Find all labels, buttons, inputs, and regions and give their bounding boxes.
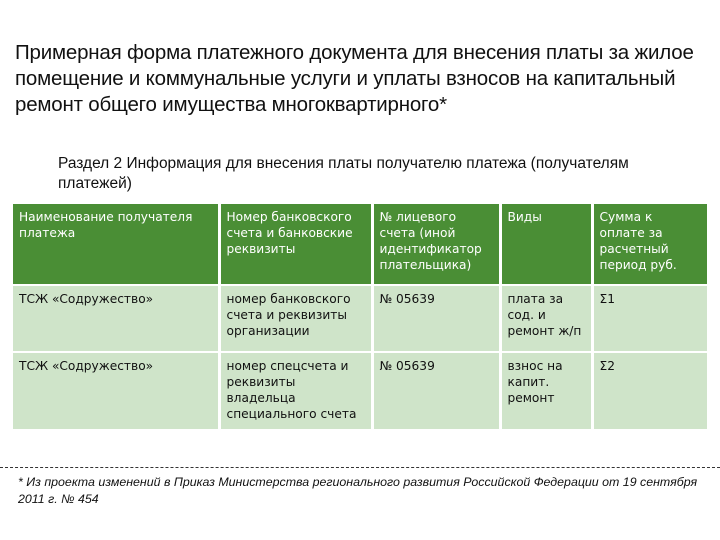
cell-recipient-name: ТСЖ «Содружество» bbox=[13, 352, 219, 429]
section-text: Информация для внесения платы получателю платежа (получателям платежей) bbox=[58, 155, 629, 192]
cell-bank-account: номер спецсчета и реквизиты владельца специального счета bbox=[219, 352, 372, 429]
cell-personal-account: № 05639 bbox=[372, 352, 500, 429]
payment-info-table bbox=[13, 202, 707, 429]
cell-personal-account: № 05639 bbox=[372, 285, 500, 352]
table-row bbox=[13, 285, 707, 352]
footnote: * Из проекта изменений в Приказ Министерства регионального развития Российской Федерации от 19 сентября 2011 г. № 454 bbox=[18, 475, 698, 506]
header-payment-type: Виды bbox=[500, 203, 592, 285]
header-bank-account: Номер банковского счета и банковские реквизиты bbox=[219, 203, 372, 285]
cell-amount: Σ1 bbox=[592, 285, 707, 352]
cell-payment-type: взнос на капит. ремонт bbox=[500, 352, 592, 429]
cell-recipient-name: ТСЖ «Содружество» bbox=[13, 285, 219, 352]
header-recipient-name: Наименование получателя платежа bbox=[13, 203, 219, 285]
header-personal-account: № лицевого счета (иной идентификатор плательщика) bbox=[372, 203, 500, 285]
section-label: Раздел 2 bbox=[58, 155, 123, 172]
footnote-divider bbox=[0, 467, 720, 468]
cell-amount: Σ2 bbox=[592, 352, 707, 429]
document-title: Примерная форма платежного документа для внесения платы за жилое помещение и коммунальные услуги и уплаты взносов на капитальный ремонт общего имущества многоквартирного* bbox=[15, 41, 694, 116]
cell-payment-type: плата за сод. и ремонт ж/п bbox=[500, 285, 592, 352]
section-heading bbox=[58, 154, 698, 194]
cell-bank-account: номер банковского счета и реквизиты организации bbox=[219, 285, 372, 352]
header-amount: Сумма к оплате за расчетный период руб. bbox=[592, 203, 707, 285]
table-header-row bbox=[13, 203, 707, 285]
table-row bbox=[13, 352, 707, 429]
